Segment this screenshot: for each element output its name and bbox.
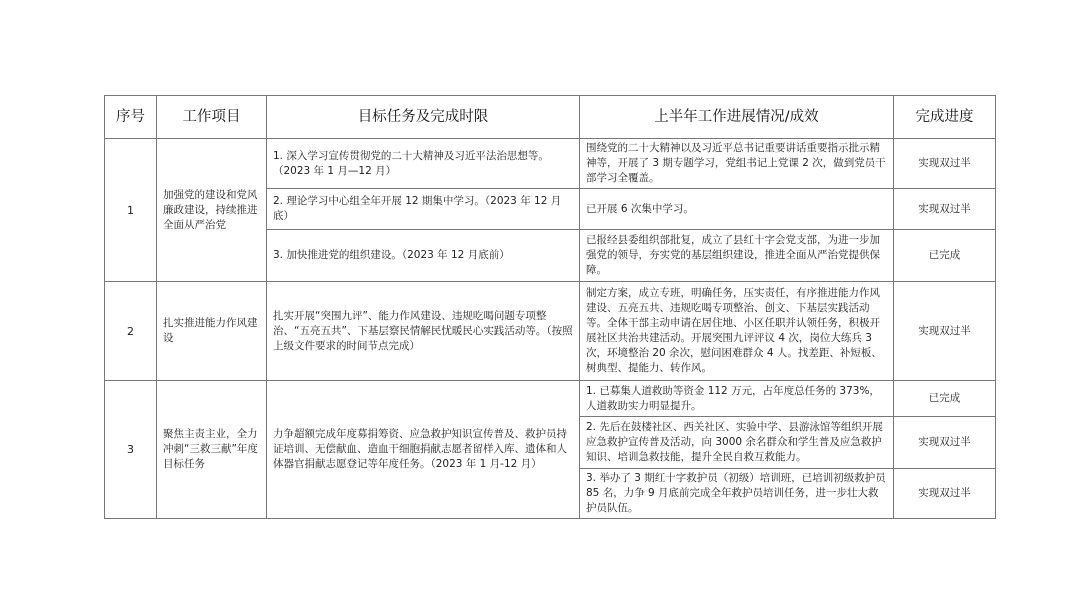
row-progress: 1. 已募集人道救助等资金 112 万元，占年度总任务的 373%，人道救助实力明显提升。: [580, 381, 894, 417]
table-row: [105, 381, 996, 417]
row-progress: 围绕党的二十大精神以及习近平总书记重要讲话重要指示批示精神等，开展了 3 期专题学习，党组书记上党课 2 次，做到党员干部学习全覆盖。: [580, 139, 894, 189]
row-status: 实现双过半: [894, 417, 996, 469]
row-project: 聚焦主责主业，全力冲刺“三救三献”年度目标任务: [157, 381, 267, 519]
row-index: 1: [105, 139, 157, 282]
header-progress: 上半年工作进展情况/成效: [580, 96, 894, 139]
row-progress: 已开展 6 次集中学习。: [580, 189, 894, 230]
row-progress: 制定方案，成立专班，明确任务，压实责任，有序推进能力作风建设、五亮五共、违规吃喝专项整治、创文、下基层实践活动等。全体干部主动申请在居住地、小区任职并认领任务，积极开展社区共治共建活动。开展突围九评评议 4 次，岗位大练兵 3 次，环境整治 20 余次，慰问困难群众 4 人。找差距、补短板、树典型、提能力、转作风。: [580, 282, 894, 381]
row-status: 实现双过半: [894, 282, 996, 381]
row-index: 3: [105, 381, 157, 519]
row-progress: 已报经县委组织部批复，成立了县红十字会党支部，为进一步加强党的领导，夯实党的基层组织建设，推进全面从严治党提供保障。: [580, 230, 894, 282]
header-target: 目标任务及完成时限: [267, 96, 580, 139]
header-status: 完成进度: [894, 96, 996, 139]
row-target: 3. 加快推进党的组织建设。（2023 年 12 月底前）: [267, 230, 580, 282]
row-status: 实现双过半: [894, 469, 996, 519]
row-target: 2. 理论学习中心组全年开展 12 期集中学习。（2023 年 12 月底）: [267, 189, 580, 230]
header-project: 工作项目: [157, 96, 267, 139]
row-status: 已完成: [894, 230, 996, 282]
row-project: 加强党的建设和党风廉政建设，持续推进全面从严治党: [157, 139, 267, 282]
row-target: 1. 深入学习宣传贯彻党的二十大精神及习近平法治思想等。（2023 年 1 月—12 月）: [267, 139, 580, 189]
row-index: 2: [105, 282, 157, 381]
table-row: [105, 139, 996, 189]
table-row: [105, 282, 996, 381]
row-status: 实现双过半: [894, 189, 996, 230]
row-target: 力争超额完成年度募捐筹资、应急救护知识宣传普及、救护员持证培训、无偿献血、造血干细胞捐献志愿者留样入库、遗体和人体器官捐献志愿登记等年度任务。（2023 年 1 月-12 月）: [267, 381, 580, 519]
work-progress-table: [104, 95, 996, 519]
row-progress: 2. 先后在鼓楼社区、西关社区、实验中学、县游泳馆等组织开展应急救护宣传普及活动，向 3000 余名群众和学生普及应急救护知识、培训急救技能，提升全民自救互救能力。: [580, 417, 894, 469]
header-index: 序号: [105, 96, 157, 139]
table-header-row: [105, 96, 996, 139]
row-status: 已完成: [894, 381, 996, 417]
row-target: 扎实开展“突围九评”、能力作风建设、违规吃喝问题专项整治、“五亮五共”、下基层察民情解民忧暖民心实践活动等。（按照上级文件要求的时间节点完成）: [267, 282, 580, 381]
row-project: 扎实推进能力作风建设: [157, 282, 267, 381]
row-status: 实现双过半: [894, 139, 996, 189]
row-progress: 3. 举办了 3 期红十字救护员（初级）培训班，已培训初级救护员 85 名，力争 9 月底前完成全年救护员培训任务，进一步壮大救护员队伍。: [580, 469, 894, 519]
